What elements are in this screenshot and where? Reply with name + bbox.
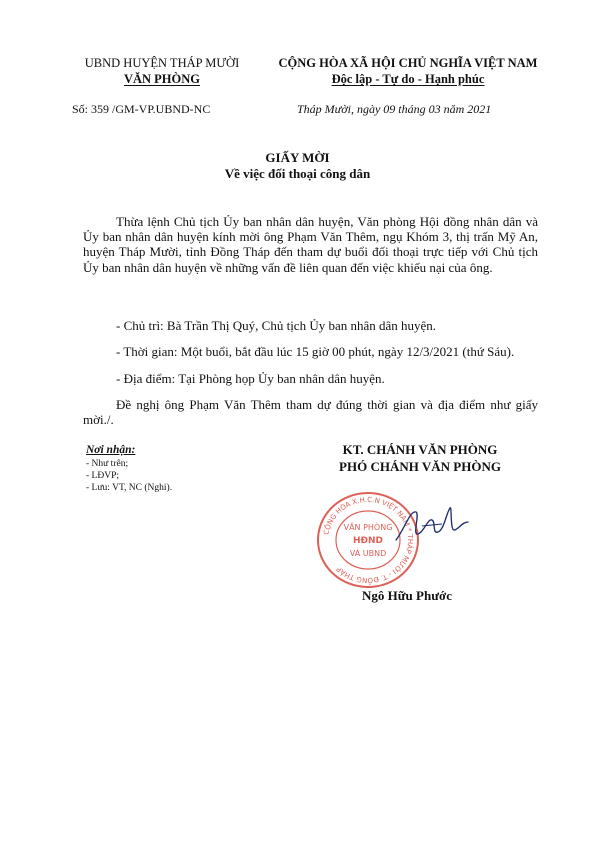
recipients-block — [86, 444, 172, 494]
seal-center-line-3: VÀ UBND — [349, 549, 387, 558]
location-line: - Địa điểm: Tại Phòng họp Ủy ban nhân dân huyện. — [116, 371, 385, 386]
office-name: VĂN PHÒNG — [123, 72, 201, 86]
recipient-item: - Lưu: VT, NC (Nghi). — [86, 483, 173, 493]
document-title: GIẤY MỜI — [265, 150, 330, 165]
time-line: - Thời gian: Một buổi, bắt đầu lúc 15 giờ 00 phút, ngày 12/3/2021 (thứ Sáu). — [116, 344, 515, 359]
agency-name: UBND HUYỆN THÁP MƯỜI — [84, 56, 240, 70]
document-number: Số: 359 /GM-VP.UBND-NC — [72, 102, 211, 116]
seal-ring-textpath: CỘNG HÒA X.H.C.N VIỆT NAM * THÁP MƯỜI - T. ĐỒNG THÁP — [322, 495, 415, 585]
place-and-date: Tháp Mười, ngày 09 tháng 03 năm 2021 — [297, 102, 492, 116]
signer-position: PHÓ CHÁNH VĂN PHÒNG — [339, 459, 501, 474]
seal-center-line-1: VĂN PHÒNG — [343, 523, 393, 532]
seal-center-line-2: HĐND — [352, 536, 384, 546]
national-title-block — [258, 55, 558, 87]
signer-title-block — [300, 441, 540, 475]
national-motto: Độc lập - Tự do - Hạnh phúc — [331, 72, 485, 86]
signer-authority: KT. CHÁNH VĂN PHÒNG — [342, 442, 498, 457]
signer-name: Ngô Hữu Phước — [362, 588, 452, 603]
recipient-item: - LĐVP; — [86, 471, 119, 481]
intro-paragraph: Thừa lệnh Chủ tịch Ủy ban nhân dân huyện, Văn phòng Hội đồng nhân dân và Ủy ban nhân dân huyện kính mời ông Phạm Văn Thêm, ngụ Khóm 3, thị trấn Mỹ An, huyện Tháp Mười, tỉnh Đồng Tháp đến tham dự buổi đối thoại trực tiếp với Chủ tịch Ủy ban nhân dân huyện về những vấn đề liên quan đến việc khiếu nại của ông. — [83, 214, 538, 275]
issuing-agency-block — [72, 55, 252, 87]
recipients-heading: Nơi nhận: — [86, 444, 136, 456]
handwritten-signature — [392, 500, 472, 550]
republic-name: CỘNG HÒA XÃ HỘI CHỦ NGHĨA VIỆT NAM — [278, 56, 538, 70]
request-paragraph: Đề nghị ông Phạm Văn Thêm tham dự đúng thời gian và địa điểm như giấy mời./. — [83, 397, 538, 428]
recipient-item: - Như trên; — [86, 459, 129, 469]
chair-line: - Chủ trì: Bà Trần Thị Quý, Chủ tịch Ủy ban nhân dân huyện. — [116, 318, 437, 333]
document-subject: Về việc đối thoại công dân — [224, 166, 371, 181]
